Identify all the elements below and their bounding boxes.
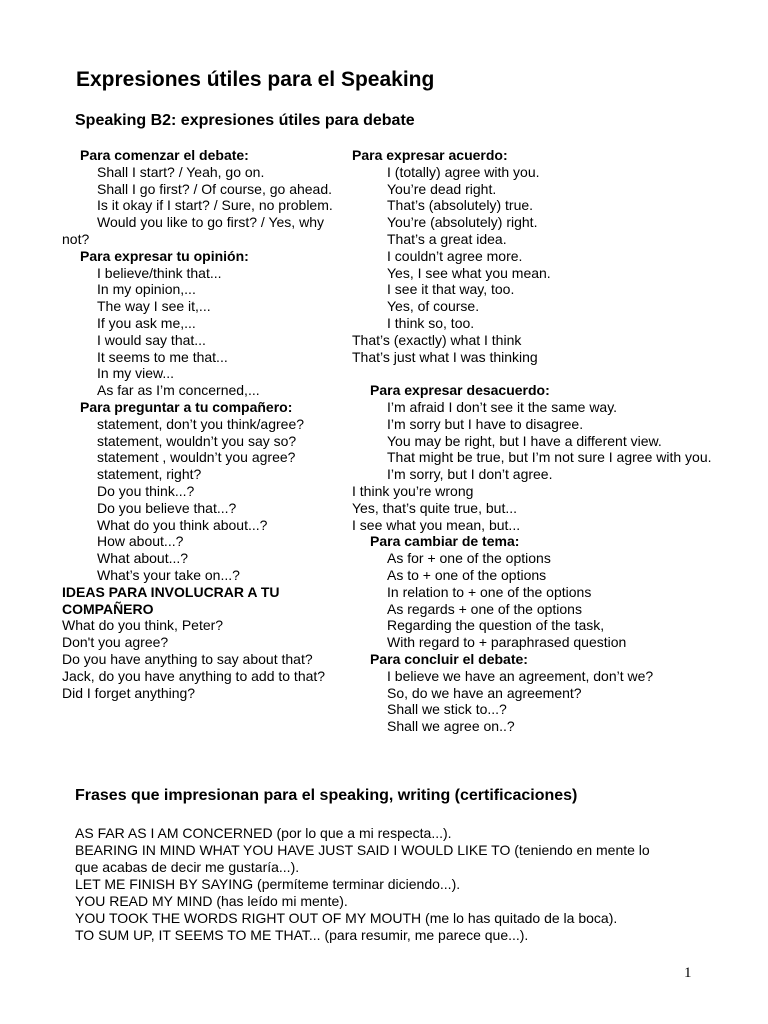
section-heading: Para expresar desacuerdo: [370,382,550,399]
section-heading: Para comenzar el debate: [80,147,249,163]
list-item: As to + one of the options [387,566,547,583]
list-item: Shall I go first? / Of course, go ahead. [97,180,333,197]
list-item: I believe/think that... [97,264,222,281]
list-item: That’s just what I was thinking [352,348,538,365]
phrases-list [75,825,675,944]
list-item: statement, don’t you think/agree? [97,415,305,432]
right-column [352,147,714,735]
list-item: In my opinion,... [97,281,196,298]
list-item: You may be right, but I have a different view. [387,432,662,449]
list-item: In relation to + one of the options [387,583,592,600]
spacer [352,365,714,382]
list-item: I’m afraid I don’t see it the same way. [387,398,618,415]
page-subtitle: Speaking B2: expresiones útiles para debate [75,112,415,129]
list-item: I couldn’t agree more. [387,247,523,264]
list-item: It seems to me that... [97,348,228,365]
section-heading: Para cambiar de tema: [370,533,520,550]
page-title: Expresiones útiles para el Speaking [76,68,435,91]
list-item: I believe we have an agreement, don’t we? [387,667,654,684]
list-item: What do you think, Peter? [62,617,224,634]
list-item: That’s a great idea. [387,230,507,247]
list-item: Shall we agree on..? [387,718,515,735]
list-item: How about...? [97,533,184,550]
section-heading: Para preguntar a tu compañero: [80,398,293,415]
phrase-item: BEARING IN MIND WHAT YOU HAVE JUST SAID I WOULD LIKE TO (teniendo en mente lo que acabas de decir me gustaría...). [75,842,654,875]
list-item: I (totally) agree with you. [387,163,540,180]
list-item: Do you have anything to say about that? [62,650,313,667]
list-item: As regards + one of the options [387,600,582,617]
list-item: That’s (exactly) what I think [352,331,522,348]
list-item: What’s your take on...? [97,566,240,583]
page-number: 1 [684,965,692,981]
phrases-heading: Frases que impresionan para el speaking, writing (certificaciones) [75,787,578,804]
list-item: Do you think...? [97,482,195,499]
list-item: statement, wouldn’t you say so? [97,432,297,449]
phrase-item: YOU READ MY MIND (has leído mi mente). [75,893,348,909]
section-heading: Para expresar acuerdo: [352,147,508,163]
list-item: With regard to + paraphrased question [387,634,627,651]
list-item: What about...? [97,550,189,567]
phrase-item: LET ME FINISH BY SAYING (permíteme terminar diciendo...). [75,876,461,892]
list-item: As for + one of the options [387,550,551,567]
list-item: Did I forget anything? [62,684,196,701]
phrase-item: YOU TOOK THE WORDS RIGHT OUT OF MY MOUTH (me lo has quitado de la boca). [75,910,618,926]
list-item: So, do we have an agreement? [387,684,582,701]
list-item: Shall I start? / Yeah, go on. [97,163,265,180]
list-item: You’re (absolutely) right. [387,214,538,231]
list-item: In my view... [97,365,175,382]
phrase-item: TO SUM UP, IT SEEMS TO ME THAT... (para resumir, me parece que...). [75,927,529,943]
list-item: As far as I’m concerned,... [97,382,260,399]
list-item: What do you think about...? [97,516,268,533]
list-item: Is it okay if I start? / Sure, no problem. [97,197,333,214]
list-item: You’re dead right. [387,180,497,197]
list-item: I think so, too. [387,314,475,331]
list-item: I would say that... [97,331,206,348]
list-item: statement, right? [97,466,202,483]
list-item: Yes, I see what you mean. [387,264,551,281]
section-heading: IDEAS PARA INVOLUCRAR A TU COMPAÑERO [62,583,284,617]
list-item: I think you’re wrong [352,482,474,499]
list-item: Yes, that’s quite true, but... [352,499,517,516]
list-item: I’m sorry, but I don’t agree. [387,466,553,483]
list-item: Don't you agree? [62,634,169,651]
list-item: The way I see it,... [97,298,211,315]
list-item: I’m sorry but I have to disagree. [387,415,584,432]
section-heading: Para concluir el debate: [370,650,528,667]
list-item: Shall we stick to...? [387,701,507,718]
phrase-item: AS FAR AS I AM CONCERNED (por lo que a mi respecta...). [75,825,452,841]
list-item: If you ask me,... [97,314,196,331]
section-heading: Para expresar tu opinión: [80,247,249,264]
left-column [62,147,334,701]
list-item: I see what you mean, but... [352,516,521,533]
list-item: Yes, of course. [387,298,480,315]
list-item: Do you believe that...? [97,499,237,516]
list-item: That might be true, but I’m not sure I agree with you. [387,449,712,466]
list-item: Would you like to go first? / Yes, why not? [62,214,328,247]
list-item: I see it that way, too. [387,281,515,298]
list-item: Regarding the question of the task, [387,617,605,634]
list-item: That’s (absolutely) true. [387,197,534,214]
list-item: Jack, do you have anything to add to that? [62,667,326,684]
list-item: statement , wouldn’t you agree? [97,449,296,466]
